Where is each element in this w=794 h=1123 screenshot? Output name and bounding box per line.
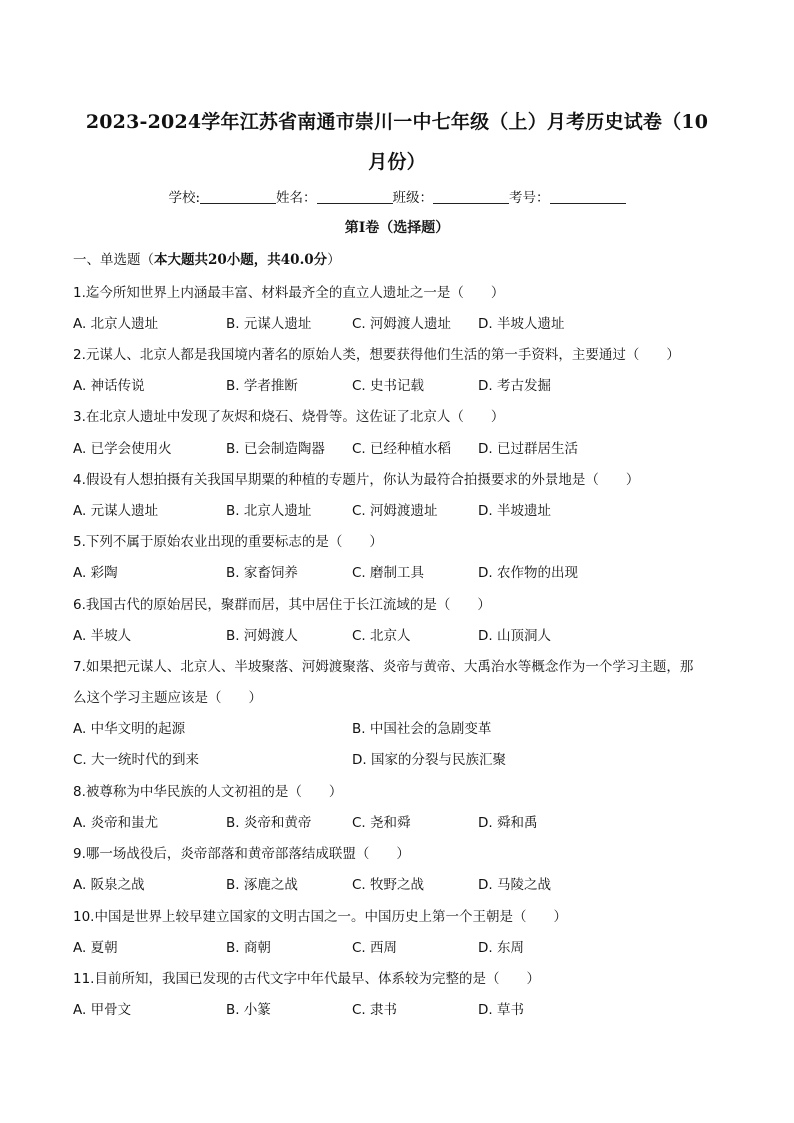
exam-title-line2: 月份）	[368, 151, 426, 173]
question-5-options	[73, 561, 733, 581]
q11-option-a: A. 甲骨文	[73, 1002, 132, 1018]
volume-heading: 第Ⅰ卷（选择题）	[344, 220, 450, 236]
exam-title-line1: 2023-2024学年江苏省南通市崇川一中七年级（上）月考历史试卷（10	[85, 111, 709, 133]
question-1-stem: 1.迄今所知世界上内涵最丰富、材料最齐全的直立人遗址之一是（ ）	[73, 285, 505, 301]
q3-option-c: C. 已经种植水稻	[352, 441, 452, 457]
q8-option-c: C. 尧和舜	[352, 815, 411, 831]
q7-option-a: A. 中华文明的起源	[73, 721, 186, 737]
q9-option-a: A. 阪泉之战	[73, 877, 145, 893]
number-label: 考号：	[509, 190, 550, 206]
section-prefix: 一、单选题（	[73, 252, 154, 268]
section-detail: 本大题共20小题，共40.0分	[154, 252, 328, 268]
number-blank	[550, 190, 626, 204]
question-3-options	[73, 437, 733, 457]
question-11-stem: 11.目前所知，我国已发现的古代文字中年代最早、体系较为完整的是（ ）	[73, 971, 540, 987]
question-7-options-row1	[73, 717, 733, 737]
question-6-options	[73, 624, 733, 644]
question-7-options-row2	[73, 748, 733, 768]
q4-option-b: B. 北京人遗址	[226, 503, 312, 519]
section-heading	[73, 248, 341, 268]
q11-option-d: D. 草书	[478, 1002, 524, 1018]
q6-option-d: D. 山顶洞人	[478, 628, 551, 644]
q10-option-b: B. 商朝	[226, 940, 271, 956]
class-label: 班级：	[392, 190, 434, 206]
q8-option-b: B. 炎帝和黄帝	[226, 815, 312, 831]
question-4-stem: 4.假设有人想拍摄有关我国早期粟的种植的专题片，你认为最符合拍摄要求的外景地是（ ）	[73, 472, 640, 488]
q5-option-a: A. 彩陶	[73, 565, 118, 581]
q9-option-b: B. 涿鹿之战	[226, 877, 298, 893]
q6-option-b: B. 河姆渡人	[226, 628, 298, 644]
q3-option-b: B. 已会制造陶器	[226, 441, 325, 457]
question-7-stem-continued: 么这个学习主题应该是（ ）	[73, 690, 262, 706]
q2-option-d: D. 考古发掘	[478, 378, 551, 394]
q1-option-a: A. 北京人遗址	[73, 316, 159, 332]
q3-option-d: D. 已过群居生活	[478, 441, 578, 457]
q2-option-c: C. 史书记载	[352, 378, 425, 394]
question-2-stem: 2.元谋人、北京人都是我国境内著名的原始人类，想要获得他们生活的第一手资料，主要通过（ ）	[73, 347, 680, 363]
q4-option-c: C. 河姆渡遗址	[352, 503, 438, 519]
question-7-stem: 7.如果把元谋人、北京人、半坡聚落、河姆渡聚落、炎帝与黄帝、大禹治水等概念作为一个学习主题，那	[73, 659, 694, 675]
q9-option-d: D. 马陵之战	[478, 877, 551, 893]
q11-option-b: B. 小篆	[226, 1002, 271, 1018]
q7-option-b: B. 中国社会的急剧变革	[352, 721, 492, 737]
q8-option-d: D. 舜和禹	[478, 815, 538, 831]
q10-option-c: C. 西周	[352, 940, 398, 956]
q6-option-c: C. 北京人	[352, 628, 411, 644]
q10-option-d: D. 东周	[478, 940, 524, 956]
q4-option-d: D. 半坡遗址	[478, 503, 551, 519]
q5-option-c: C. 磨制工具	[352, 565, 425, 581]
section-suffix: ）	[327, 252, 341, 268]
question-11-options	[73, 998, 733, 1018]
question-8-options	[73, 811, 733, 831]
q7-option-c: C. 大一统时代的到来	[73, 752, 200, 768]
question-3-stem: 3.在北京人遗址中发现了灰烬和烧石、烧骨等。这佐证了北京人（ ）	[73, 409, 505, 425]
school-label: 学校:	[168, 190, 201, 206]
q8-option-a: A. 炎帝和蚩尤	[73, 815, 159, 831]
class-blank	[433, 190, 509, 204]
q5-option-b: B. 家畜饲养	[226, 565, 298, 581]
q1-option-b: B. 元谋人遗址	[226, 316, 312, 332]
q4-option-a: A. 元谋人遗址	[73, 503, 159, 519]
question-6-stem: 6.我国古代的原始居民，聚群而居，其中居住于长江流域的是（ ）	[73, 597, 491, 613]
student-info-line	[0, 186, 794, 206]
q5-option-d: D. 农作物的出现	[478, 565, 578, 581]
q3-option-a: A. 已学会使用火	[73, 441, 172, 457]
name-label: 姓名：	[276, 190, 317, 206]
question-5-stem: 5.下列不属于原始农业出现的重要标志的是（ ）	[73, 534, 383, 550]
question-8-stem: 8.被尊称为中华民族的人文初祖的是（ ）	[73, 784, 343, 800]
q9-option-c: C. 牧野之战	[352, 877, 425, 893]
q2-option-b: B. 学者推断	[226, 378, 298, 394]
q2-option-a: A. 神话传说	[73, 378, 145, 394]
question-9-options	[73, 873, 733, 893]
question-2-options	[73, 374, 733, 394]
question-9-stem: 9.哪一场战役后，炎帝部落和黄帝部落结成联盟（ ）	[73, 846, 410, 862]
name-blank	[317, 190, 393, 204]
q7-option-d: D. 国家的分裂与民族汇聚	[352, 752, 506, 768]
school-blank	[200, 190, 276, 204]
question-10-options	[73, 936, 733, 956]
q10-option-a: A. 夏朝	[73, 940, 118, 956]
question-10-stem: 10.中国是世界上较早建立国家的文明古国之一。中国历史上第一个王朝是（ ）	[73, 909, 567, 925]
q1-option-d: D. 半坡人遗址	[478, 316, 565, 332]
q11-option-c: C. 隶书	[352, 1002, 398, 1018]
question-1-options	[73, 312, 733, 332]
q1-option-c: C. 河姆渡人遗址	[352, 316, 452, 332]
q6-option-a: A. 半坡人	[73, 628, 132, 644]
question-4-options	[73, 499, 733, 519]
